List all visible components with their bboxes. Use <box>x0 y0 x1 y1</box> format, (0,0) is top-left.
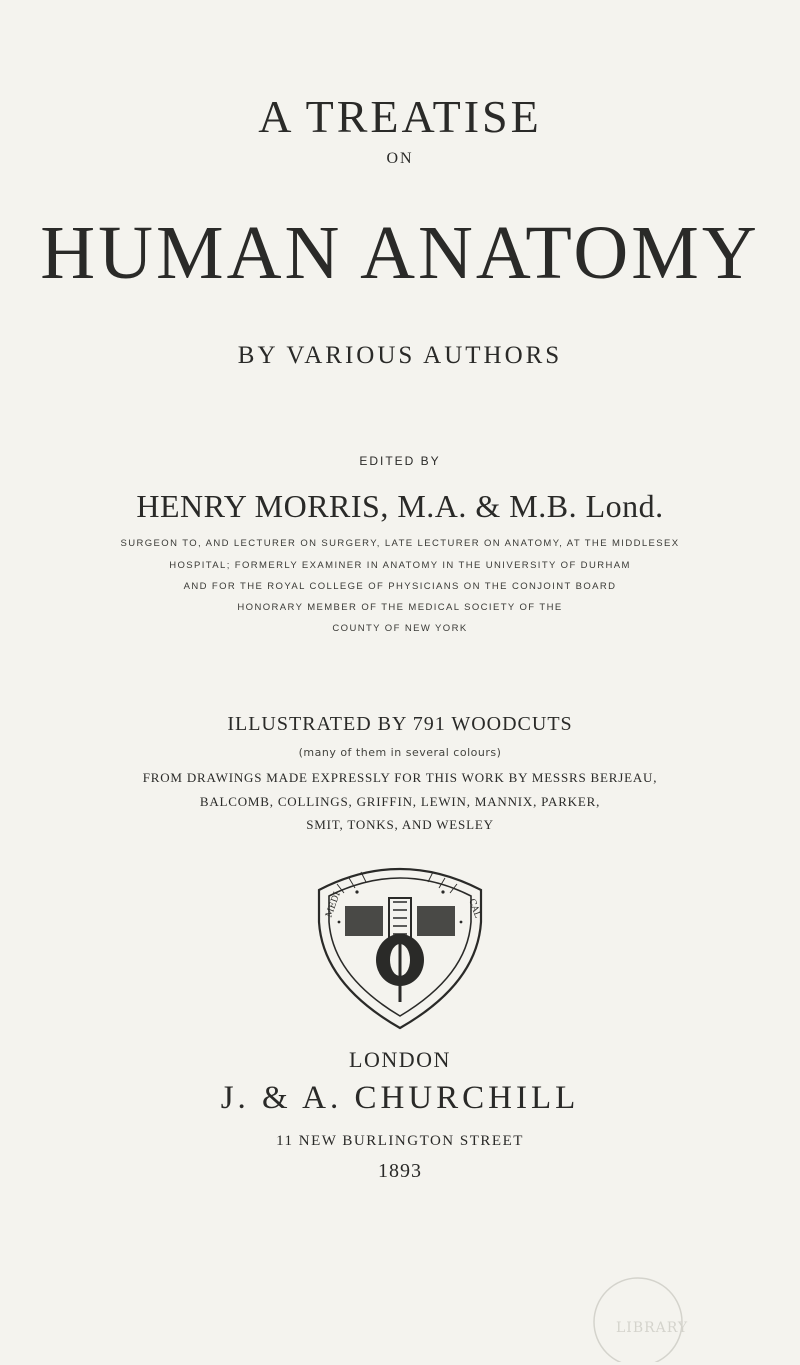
book-title: HUMAN ANATOMY <box>40 211 760 295</box>
imprint-address: 11 NEW BURLINGTON STREET <box>276 1133 524 1149</box>
imprint-publisher: J. & A. CHURCHILL <box>220 1080 580 1116</box>
svg-text:LIBRARY: LIBRARY <box>616 1320 689 1336</box>
imprint-city: LONDON <box>349 1047 451 1072</box>
artists-line: SMIT, TONKS, AND WESLEY <box>306 817 494 832</box>
editor-name: HENRY MORRIS, M.A. & M.B. Lond. <box>136 488 664 524</box>
svg-text:MEDI: MEDI <box>324 890 343 920</box>
editor-credentials-line: HOSPITAL; FORMERLY EXAMINER IN ANATOMY IN THE UNIVERSITY OF DURHAM <box>169 560 631 571</box>
illustrations-note: (many of them in several colours) <box>298 746 502 759</box>
editor-credentials-line: AND FOR THE ROYAL COLLEGE OF PHYSICIANS ON THE CONJOINT BOARD <box>183 581 617 592</box>
title-line-1: A TREATISE <box>258 91 542 142</box>
title-line-2: ON <box>386 150 414 167</box>
publisher-shield-device-icon <box>309 852 491 1032</box>
imprint-year: 1893 <box>378 1160 422 1182</box>
edited-by-label: EDITED BY <box>359 454 441 468</box>
artists-line: BALCOMB, COLLINGS, GRIFFIN, LEWIN, MANNIX, PARKER, <box>199 794 601 809</box>
illustrations-statement: ILLUSTRATED BY 791 WOODCUTS <box>227 713 573 735</box>
editor-credentials-line: SURGEON TO, AND LECTURER ON SURGERY, LATE LECTURER ON ANATOMY, AT THE MIDDLESEX <box>120 538 680 549</box>
library-stamp-icon <box>568 1262 708 1362</box>
editor-credentials-line: COUNTY OF NEW YORK <box>332 623 468 634</box>
artists-line: FROM DRAWINGS MADE EXPRESSLY FOR THIS WORK BY MESSRS BERJEAU, <box>142 770 658 785</box>
svg-text:CAL: CAL <box>466 897 483 920</box>
editor-credentials-line: HONORARY MEMBER OF THE MEDICAL SOCIETY OF THE <box>237 602 563 613</box>
byline: BY VARIOUS AUTHORS <box>237 342 563 369</box>
